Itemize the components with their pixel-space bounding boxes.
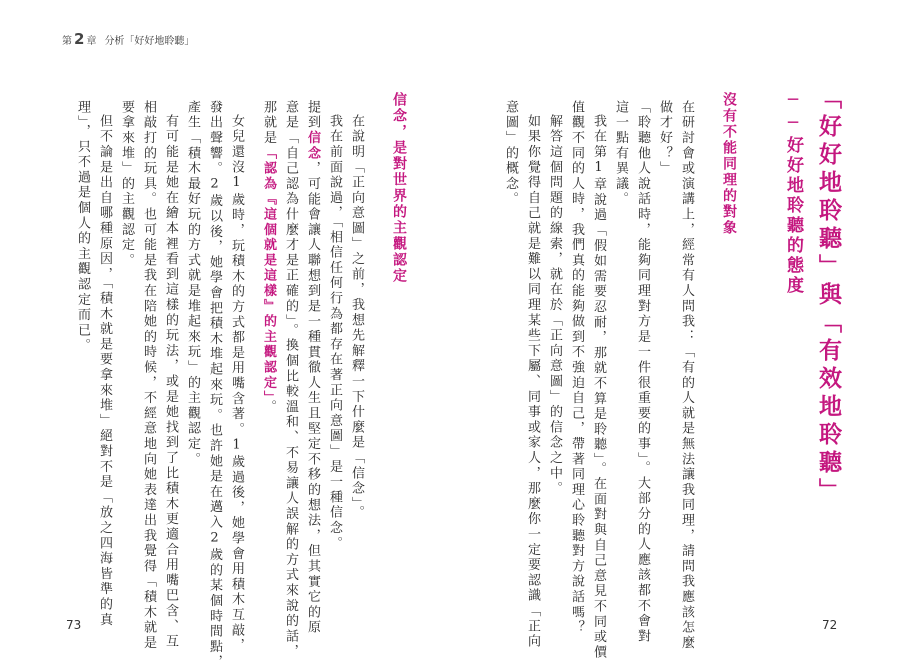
text-line: 有可能是她在繪本裡看到這樣的玩法，或是她找到了比積木更適合用嘴巴含、互: [163, 114, 178, 650]
section-heading-right: 沒有不能同理的對象: [721, 92, 737, 236]
text-line: 「聆聽他人說話時，能夠同理對方是一件很重要的事」。大部分的人應該都不會對: [635, 100, 650, 645]
text-line: 但不論是出自哪種原因，「積木就是要拿來堆」絕對不是「放之四海皆準的真: [97, 114, 112, 628]
page-number-left: 73: [66, 618, 82, 632]
text-line: 在研討會或演講上，經常有人問我：「有的人就是無法讓我同理，請問我應該怎麼: [679, 100, 694, 651]
page-title: 「好好地聆聽」與「有效地聆聽」: [815, 86, 841, 506]
text-fragment: 那就是: [261, 100, 276, 146]
chapter-number: 2: [74, 30, 85, 48]
text-fragment: 提到: [305, 100, 320, 131]
text-line: 我在前面說過，「相信任何行為都存在著正向意圖」是一種信念。: [327, 114, 342, 552]
running-head: [62, 30, 194, 48]
text-line: [306, 100, 319, 636]
chapter-title: 分析「好好地聆聽」: [104, 36, 195, 47]
text-line: 解答這個問題的線索，就在於「正向意圖」的信念之中。: [547, 114, 562, 497]
highlight-term: 信念: [305, 130, 320, 162]
text-fragment: ，可能會讓人聯想到是一種貫徹人生且堅定不移的想法，但其實它的原: [305, 161, 320, 636]
text-line: 我在第1章說過「假如需要忍耐，那就不算是聆聽」。在面對與自己意見不同或價: [591, 114, 606, 661]
page-subtitle: ──好好地聆聽的態度: [783, 90, 803, 296]
text-line: 理」，只不過是個人的主觀認定而已。: [75, 100, 90, 354]
chapter-prefix: 第: [62, 36, 72, 47]
text-line: 意圖」的概念。: [503, 100, 518, 208]
text-line: 意是「自己認為什麼才是正確的」。換個比較溫和、不易讓人誤解的方式來說的話，: [283, 100, 298, 660]
chapter-suffix: 章: [86, 36, 97, 47]
text-line: 做才好？」: [657, 100, 672, 177]
text-line: 發出聲響。2歲以後，她學會把積木堆起來玩。也許她是在邁入2歲的某個時間點，: [207, 100, 222, 670]
text-line: 相敲打的玩具。也可能是我在陪她的時候，不經意地向她表達出我覺得「積木就是: [141, 100, 156, 651]
text-line: 值觀不同的人時，我們真的能夠做到不強迫自己，帶著同理心聆聽對方說話嗎？: [569, 100, 584, 636]
highlight-quote: 「認為『這個就是這樣』的主觀認定」: [261, 145, 276, 400]
text-fragment: 。: [261, 399, 276, 415]
text-line: 女兒還沒1歲時，玩積木的方式都是用嘴含著。1歲過後，她學會用積木互敲，: [229, 114, 244, 654]
section-heading-left: 信念，是對世界的主觀認定: [391, 92, 407, 284]
page-number-right: 72: [822, 618, 838, 632]
text-line: 在說明「正向意圖」之前，我想先解釋一下什麼是「信念」。: [349, 114, 364, 521]
text-line: 這一點有異議。: [613, 100, 628, 208]
text-line: [262, 100, 275, 415]
text-line: 如果你覺得自己就是難以同理某些下屬、同事或家人，那麼你一定要認識「正向: [525, 114, 540, 650]
text-line: 要拿來堆」的主觀認定。: [119, 100, 134, 269]
text-line: 產生「積木最好玩的方式就是堆起來玩」的主觀認定。: [185, 100, 200, 468]
